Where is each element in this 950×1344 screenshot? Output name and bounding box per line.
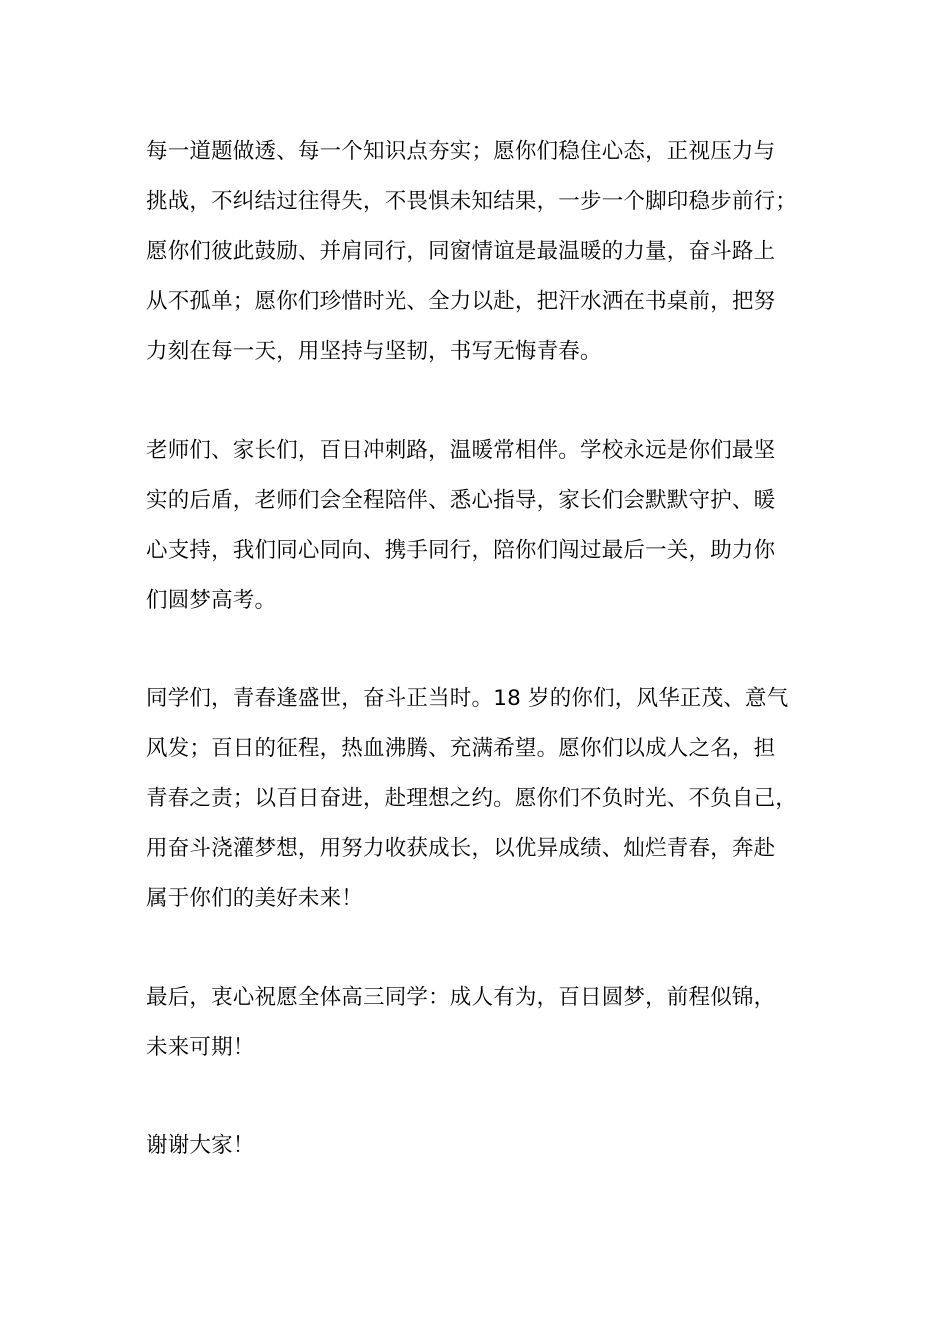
text-line: 风发；百日的征程，热血沸腾、充满希望。愿你们以成人之名，担 [146,736,776,761]
text-line: 最后，衷心祝愿全体高三同学：成人有为，百日圆梦，前程似锦， [146,985,776,1010]
text-line: 老师们、家长们，百日冲刺路，温暖常相伴。学校永远是你们最坚 [146,438,776,463]
text-line: 用奋斗浇灌梦想，用努力收获成长，以优异成绩、灿烂青春，奔赴 [146,836,776,861]
text-line: 青春之责；以百日奋进，赴理想之约。愿你们不负时光、不负自己， [146,786,798,811]
text-line: 力刻在每一天，用坚持与坚韧，书写无悔青春。 [146,339,602,364]
text-line: 属于你们的美好未来！ [146,886,364,911]
text-line: 心支持，我们同心同向、携手同行，陪你们闯过最后一关，助力你 [146,538,776,563]
text-line: 们圆梦高考。 [146,588,277,613]
text-line: 未来可期！ [146,1035,255,1060]
text-line: 愿你们彼此鼓励、并肩同行，同窗情谊是最温暖的力量，奋斗路上 [146,239,776,264]
closing-line: 谢谢大家！ [146,1133,255,1158]
text-line: 每一道题做透、每一个知识点夯实；愿你们稳住心态，正视压力与 [146,139,776,164]
text-line: 同学们，青春逢盛世，奋斗正当时。18 岁的你们，风华正茂、意气 [146,686,789,711]
text-line: 实的后盾，老师们会全程陪伴、悉心指导，家长们会默默守护、暖 [146,488,776,513]
text-line: 挑战，不纠结过往得失，不畏惧未知结果，一步一个脚印稳步前行； [146,189,798,214]
text-line: 从不孤单；愿你们珍惜时光、全力以赴，把汗水洒在书桌前，把努 [146,289,776,314]
